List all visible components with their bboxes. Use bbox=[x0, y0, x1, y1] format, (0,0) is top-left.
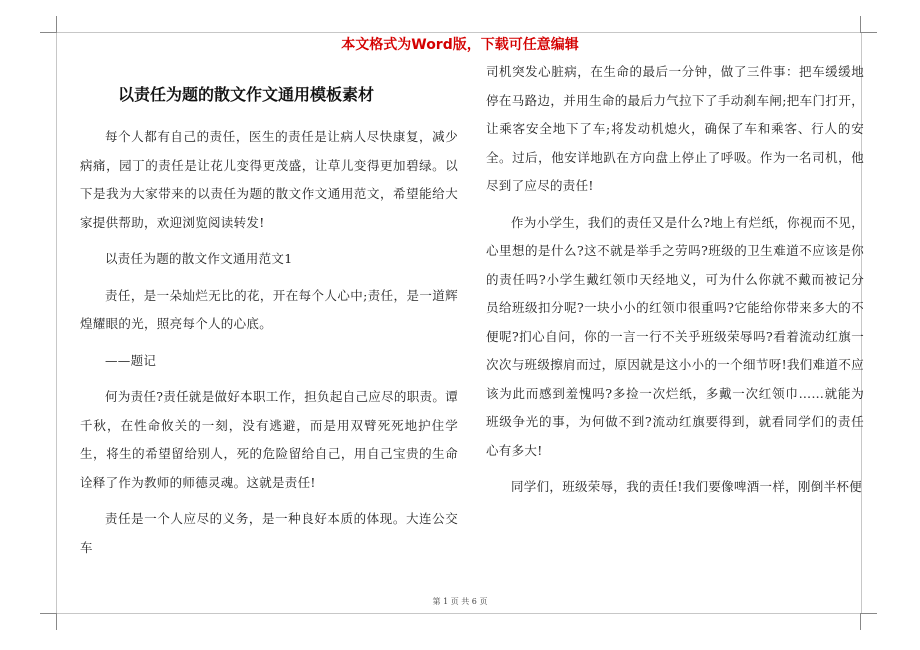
left-column bbox=[80, 62, 458, 570]
epigraph-tag: ——题记 bbox=[105, 352, 157, 368]
paragraph-continued: 司机突发心脏病，在生命的最后一分钟，做了三件事：把车缓缓地停在马路边，并用生命的最后力气拉下了手动刹车闸;把车门打开，让乘客安全地下了车;将发动机熄火，确保了车和乘客、行人的安全。过后，他安详地趴在方向盘上停止了呼吸。作为一名司机，他尽到了应尽的责任! bbox=[486, 64, 864, 193]
document-title: 以责任为题的散文作文通用模板素材 bbox=[118, 85, 375, 104]
paragraph: 责任，是一朵灿烂无比的花，开在每个人心中;责任，是一道辉煌耀眼的光，照亮每个人的心底。 bbox=[80, 287, 458, 331]
paragraph: 同学们，班级荣辱，我的责任!我们要像啤酒一样，刚倒半杯便 bbox=[511, 479, 862, 494]
corner-mark-top-left bbox=[40, 16, 57, 33]
document-banner: 本文格式为Word版，下载可任意编辑 bbox=[341, 37, 579, 53]
corner-mark-bottom-right bbox=[860, 613, 877, 630]
page-number: 第 1 页 共 6 页 bbox=[432, 597, 488, 606]
right-column bbox=[486, 62, 864, 510]
paragraph: 何为责任?责任就是做好本职工作，担负起自己应尽的职责。谭千秋，在性命攸关的一刻，没有逃避，而是用双臂死死地护住学生，将生的希望留给别人，死的危险留给自己，用自己宝贵的生命诠释了作为教师的师德灵魂。这就是责任! bbox=[80, 389, 458, 490]
corner-mark-top-right bbox=[860, 16, 877, 33]
paragraph: 责任是一个人应尽的义务，是一种良好本质的体现。大连公交车 bbox=[80, 511, 458, 555]
essay-heading: 以责任为题的散文作文通用范文1 bbox=[105, 251, 293, 266]
paragraph: 作为小学生，我们的责任又是什么?地上有烂纸，你视而不见，心里想的是什么?这不就是举手之劳吗?班级的卫生难道不应该是你的责任吗?小学生戴红领巾天经地义，可为什么你就不戴而被记分员给班级扣分呢?一块小小的红领巾很重吗?它能给你带来多大的不便呢?扪心自问，你的一言一行不关乎班级荣辱吗?看着流动红旗一次次与班级擦肩而过，原因就是这小小的一个细节呀!我们难道不应该为此而感到羞愧吗?多捡一次烂纸，多戴一次红领巾……就能为班级争光的事，为何做不到?流动红旗要得到，就看同学们的责任心有多大! bbox=[486, 214, 864, 458]
corner-mark-bottom-left bbox=[40, 613, 57, 630]
paragraph: 每个人都有自己的责任，医生的责任是让病人尽快康复，减少病痛，园丁的责任是让花儿变得更茂盛，让草儿变得更加碧绿。以下是我为大家带来的以责任为题的散文作文通用范文，希望能给大家提供帮助，欢迎浏览阅读转发! bbox=[80, 129, 458, 230]
